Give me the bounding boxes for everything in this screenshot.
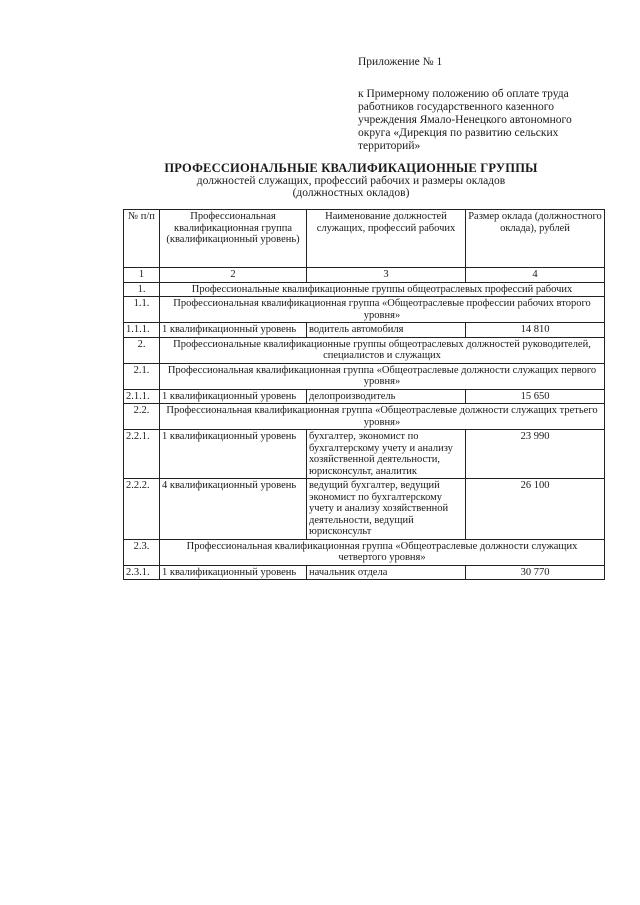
appendix-line: территорий»: [358, 140, 421, 152]
table-row: [124, 389, 605, 404]
group-title: Профессиональные квалификационные группы общеотраслевых профессий рабочих: [160, 282, 605, 297]
table-row-group: [124, 337, 605, 363]
title-subtitle: должностей служащих, профессий рабочих и размеры окладов: [196, 175, 506, 187]
col-number: 3: [307, 268, 466, 283]
row-number: 2.2.1.: [124, 430, 160, 479]
table-row-group: [124, 282, 605, 297]
row-number: 2.2.: [124, 404, 160, 430]
qualification-level: 1 квалификационный уровень: [160, 323, 307, 338]
positions: ведущий бухгалтер, ведущий экономист по бухгалтерскому учету и анализу хозяйственной деятельности, ведущий юрисконсульт: [307, 479, 466, 540]
group-title: Профессиональная квалификационная группа «Общеотраслевые должности служащих четвертого уровня»: [160, 539, 605, 565]
row-number: 2.2.2.: [124, 479, 160, 540]
col-number: 4: [466, 268, 605, 283]
appendix-line: работников государственного казенного: [358, 101, 554, 113]
positions: водитель автомобиля: [307, 323, 466, 338]
table-header-row: [124, 210, 605, 268]
positions: делопроизводитель: [307, 389, 466, 404]
title-main: ПРОФЕССИОНАЛЬНЫЕ КВАЛИФИКАЦИОННЫЕ ГРУППЫ: [164, 161, 538, 175]
appendix-header: [358, 56, 613, 153]
header-salary: Размер оклада (должностного оклада), рублей: [466, 210, 605, 268]
header-positions: Наименование должностей служащих, профессий рабочих: [307, 210, 466, 268]
table-row: [124, 479, 605, 540]
table-row: [124, 323, 605, 338]
qualification-level: 1 квалификационный уровень: [160, 565, 307, 580]
table-row-group: [124, 297, 605, 323]
salary: 26 100: [466, 479, 605, 540]
column-numbers-row: [124, 268, 605, 283]
row-number: 2.: [124, 337, 160, 363]
qualification-level: 1 квалификационный уровень: [160, 430, 307, 479]
qualification-level: 1 квалификационный уровень: [160, 389, 307, 404]
col-number: 1: [124, 268, 160, 283]
table-row-group: [124, 363, 605, 389]
positions: бухгалтер, экономист по бухгалтерскому учету и анализу хозяйственной деятельности, юрисконсульт, аналитик: [307, 430, 466, 479]
table-row-group: [124, 404, 605, 430]
group-title: Профессиональная квалификационная группа «Общеотраслевые должности служащих первого уровня»: [160, 363, 605, 389]
qualification-level: 4 квалификационный уровень: [160, 479, 307, 540]
row-number: 1.1.1.: [124, 323, 160, 338]
salary: 23 990: [466, 430, 605, 479]
appendix-line: к Примерному положению об оплате труда: [358, 88, 569, 100]
row-number: 1.1.: [124, 297, 160, 323]
row-number: 2.1.: [124, 363, 160, 389]
document-title: [120, 161, 582, 199]
table-row: [124, 565, 605, 580]
group-title: Профессиональная квалификационная группа «Общеотраслевые профессии рабочих второго уровня»: [160, 297, 605, 323]
salary: 15 650: [466, 389, 605, 404]
row-number: 2.3.1.: [124, 565, 160, 580]
header-group: Профессиональная квалификационная группа (квалификационный уровень): [160, 210, 307, 268]
qualification-groups-table: [123, 209, 605, 580]
row-number: 2.1.1.: [124, 389, 160, 404]
appendix-line: учреждения Ямало-Ненецкого автономного: [358, 114, 572, 126]
appendix-line: округа «Дирекция по развитию сельских: [358, 127, 559, 139]
salary: 30 770: [466, 565, 605, 580]
salary: 14 810: [466, 323, 605, 338]
row-number: 2.3.: [124, 539, 160, 565]
title-subtitle-2: (должностных окладов): [292, 187, 410, 199]
header-number: № п/п: [124, 210, 160, 268]
table-row-group: [124, 539, 605, 565]
group-title: Профессиональные квалификационные группы общеотраслевых должностей руководителей, специалистов и служащих: [160, 337, 605, 363]
appendix-number: Приложение № 1: [358, 56, 443, 68]
table-row: [124, 430, 605, 479]
positions: начальник отдела: [307, 565, 466, 580]
group-title: Профессиональная квалификационная группа «Общеотраслевые должности служащих третьего уровня»: [160, 404, 605, 430]
col-number: 2: [160, 268, 307, 283]
row-number: 1.: [124, 282, 160, 297]
